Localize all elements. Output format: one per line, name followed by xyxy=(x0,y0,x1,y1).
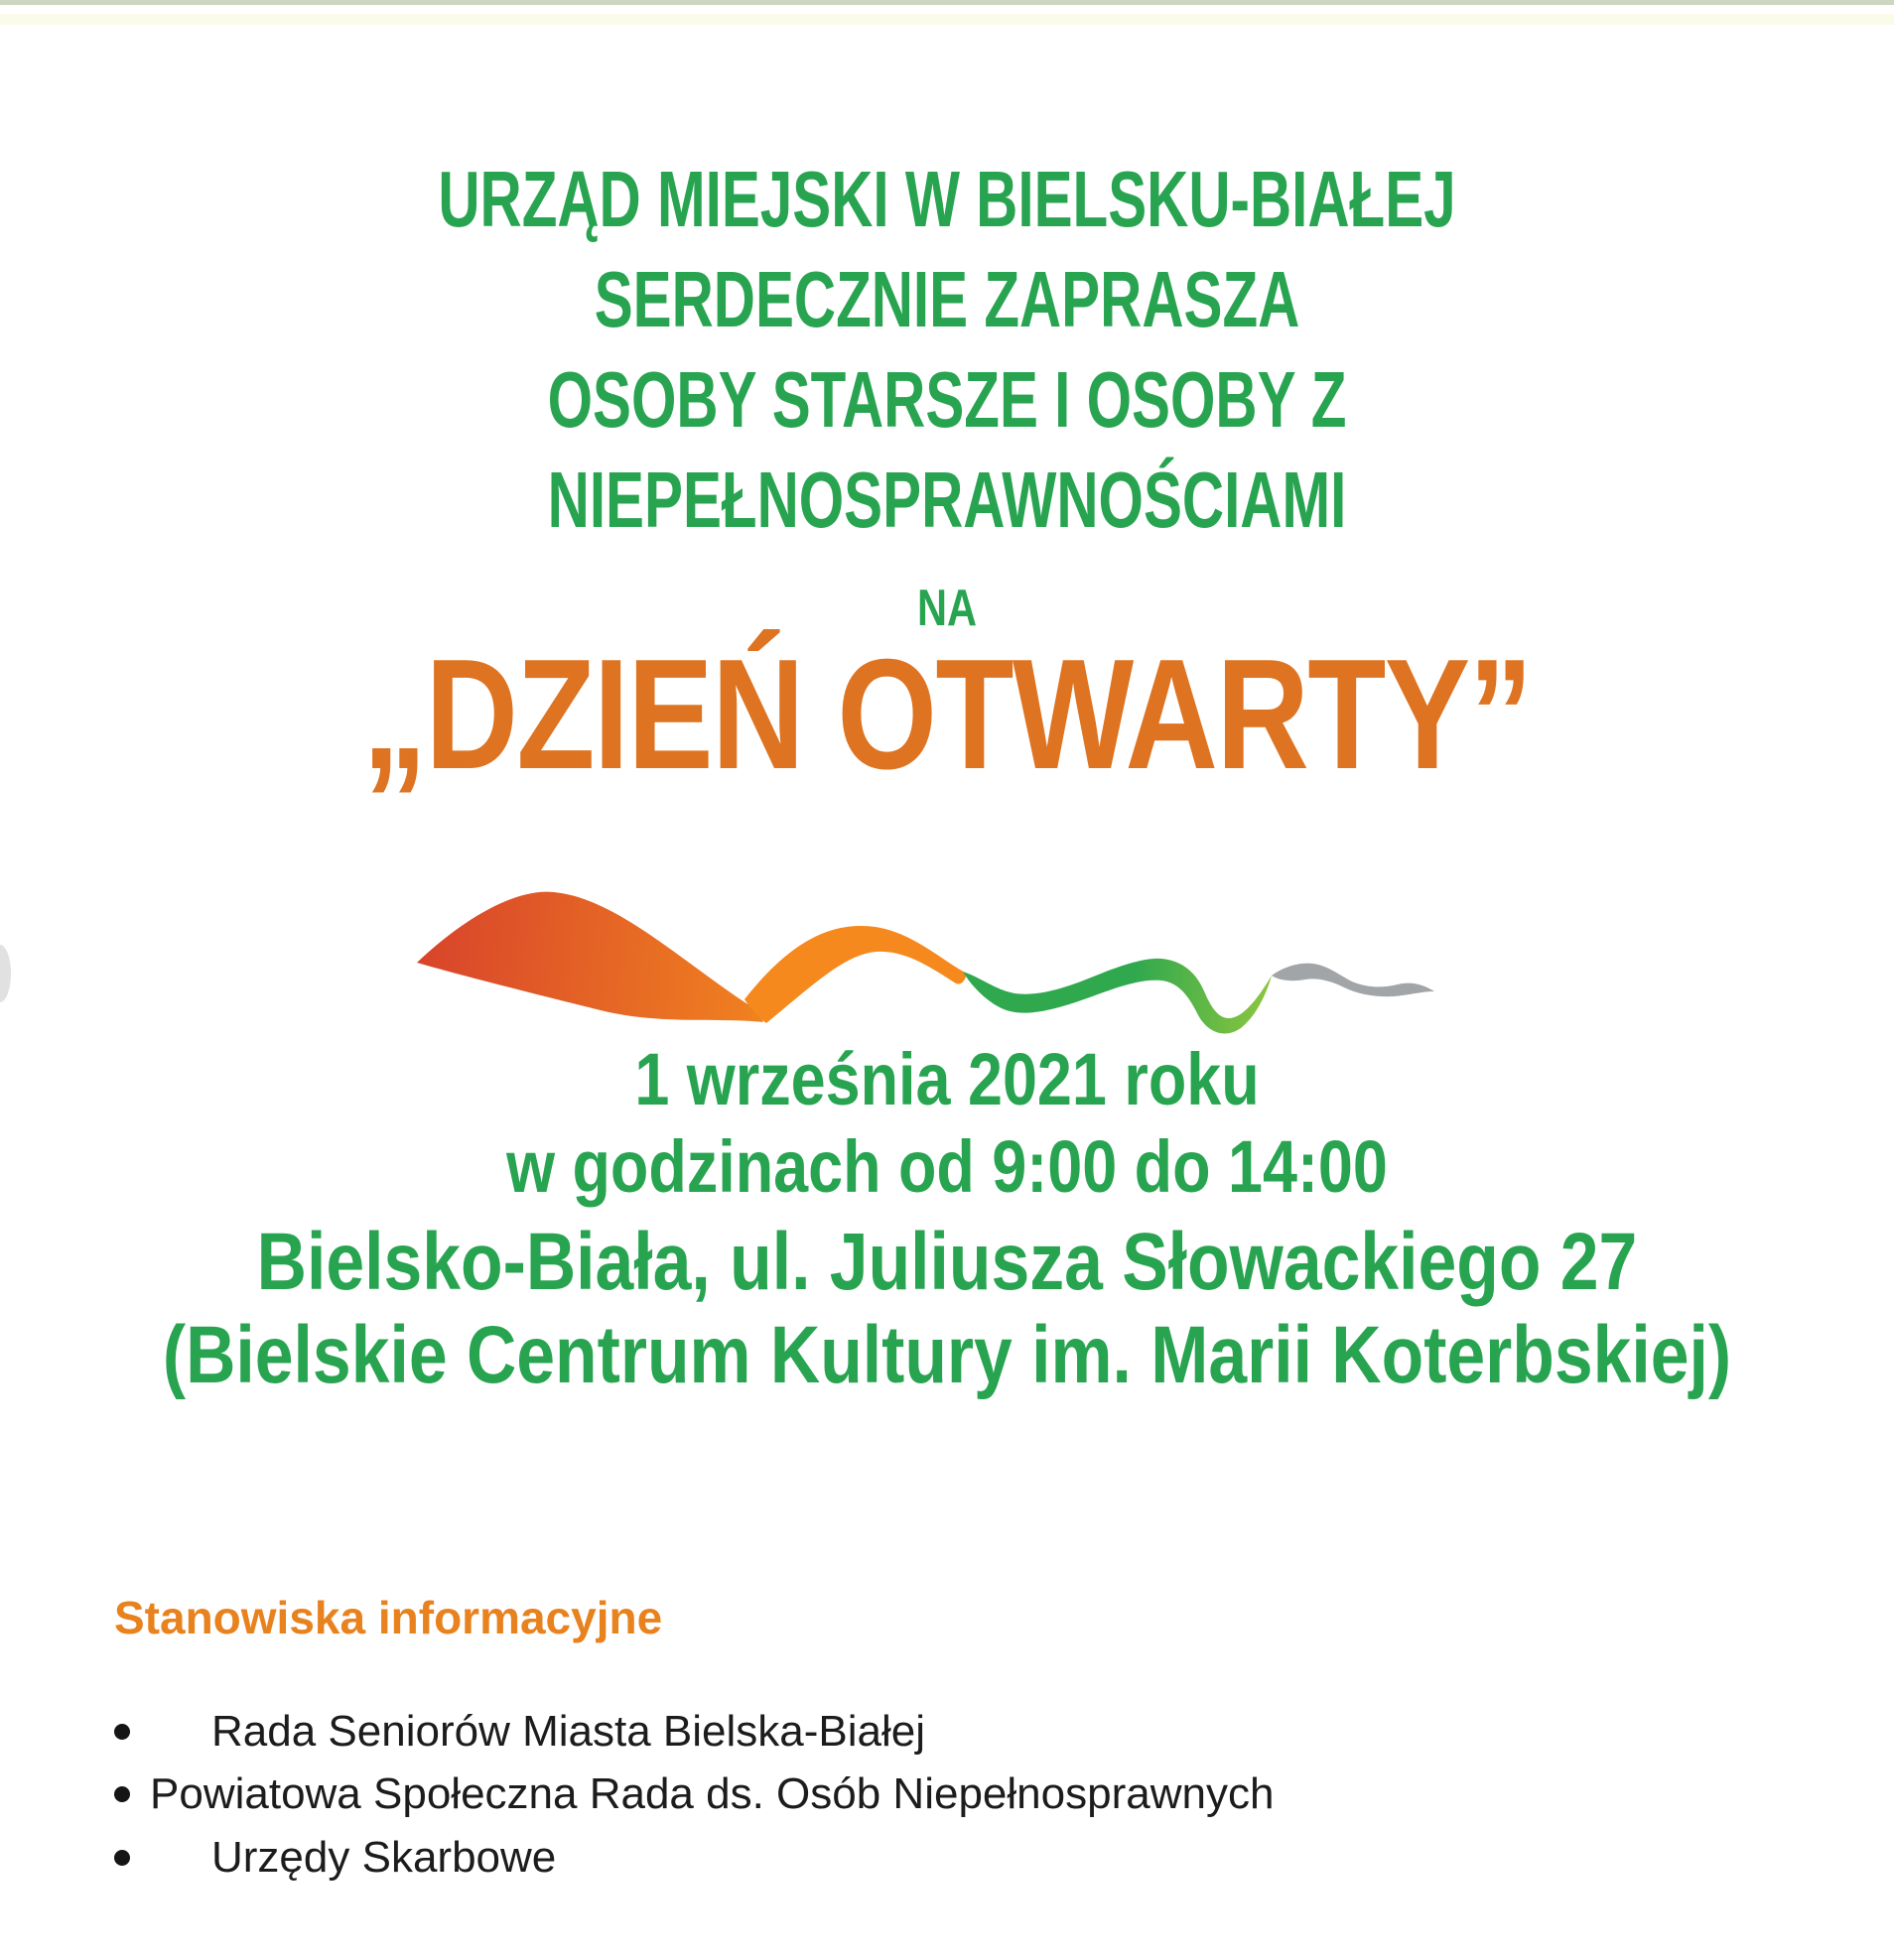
page-title: „DZIEŃ OTWARTY” xyxy=(362,627,1532,802)
wave-red-segment xyxy=(417,892,763,1022)
info-stands-heading: Stanowiska informacyjne xyxy=(114,1592,663,1643)
event-hours: w godzinach od 9:00 do 14:00 xyxy=(506,1125,1388,1208)
top-border-line xyxy=(0,0,1894,5)
bullet-icon xyxy=(114,1850,130,1866)
bullet-icon xyxy=(114,1724,130,1740)
list-item-label: Powiatowa Społeczna Rada ds. Osób Niepełnosprawnych xyxy=(150,1769,1275,1818)
header-line-3: OSOBY STARSZE I OSOBY Z xyxy=(547,355,1347,444)
wave-gray-segment xyxy=(1272,964,1434,997)
event-address: Bielsko-Biała, ul. Juliusza Słowackiego 27 xyxy=(256,1217,1638,1307)
top-cream-band xyxy=(0,14,1894,25)
list-item xyxy=(114,1705,925,1759)
list-item-label: Urzędy Skarbowe xyxy=(211,1833,557,1882)
wave-green-segment xyxy=(963,959,1272,1034)
list-item xyxy=(114,1767,1274,1821)
header-line-2: SERDECZNIE ZAPRASZA xyxy=(594,255,1300,343)
event-date: 1 września 2021 roku xyxy=(634,1038,1260,1120)
list-item-label: Rada Seniorów Miasta Bielska-Białej xyxy=(211,1707,925,1756)
header-line-1: URZĄD MIEJSKI W BIELSKU-BIAŁEJ xyxy=(438,155,1456,243)
bullet-icon xyxy=(114,1786,130,1802)
event-venue: (Bielskie Centrum Kultury im. Marii Koterbskiej) xyxy=(162,1310,1732,1400)
list-item xyxy=(114,1831,556,1885)
edge-artifact xyxy=(0,945,11,1002)
wave-orange-segment xyxy=(744,926,967,1023)
header-line-4: NIEPEŁNOSPRAWNOŚCIAMI xyxy=(547,456,1347,544)
preposition-na: NA xyxy=(916,580,978,637)
